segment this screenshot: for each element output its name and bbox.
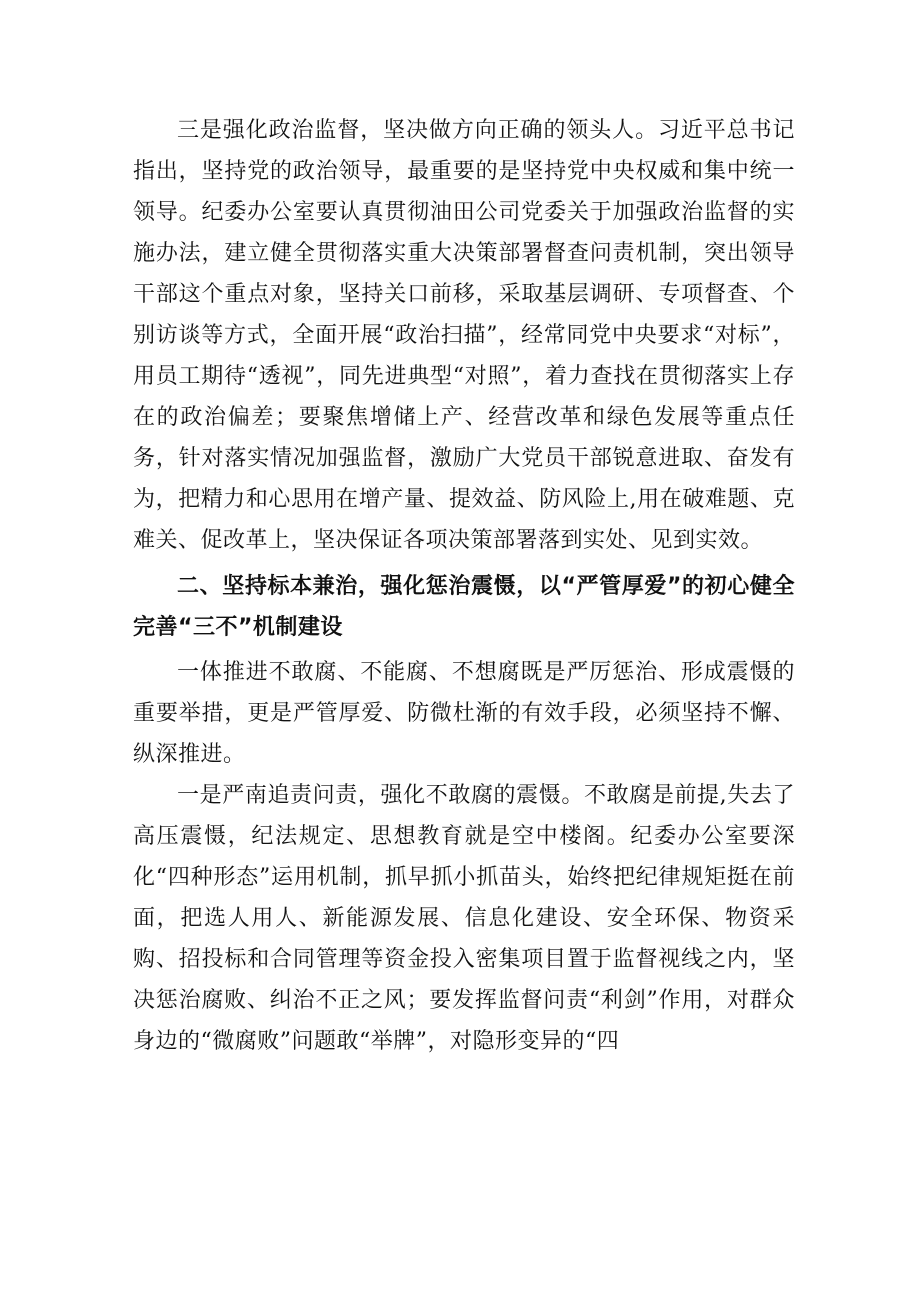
document-page (133, 110, 795, 1062)
paragraph-intro: 一体推进不敢腐、不能腐、不想腐既是严厉惩治、形成震慑的重要举措，更是严管厚爱、防微杜渐的有效手段，必须坚持不懈、纵深推进。 (133, 660, 795, 767)
section-heading-two: 二、坚持标本兼治，强化惩治震慑，以“严管厚爱”的初心健全完善“三不”机制建设 (133, 574, 795, 640)
paragraph-accountability: 一是严南追责问责，强化不敢腐的震慑。不敢腐是前提,失去了高压震慑，纪法规定、思想教育就是空中楼阁。纪委办公室要深化“四种形态”运用机制，抓早抓小抓苗头，始终把纪律规矩挺在前面，把选人用人、新能源发展、信息化建设、安全环保、物资采购、招投标和合同管理等资金投入密集项目置于监督视线之内，坚决惩治腐败、纠治不正之风；要发挥监督问责“利剑”作用，对群众身边的“微腐败”问题敢“举牌”，对隐形变异的“四 (133, 783, 795, 1054)
paragraph-political-supervision: 三是强化政治监督，坚决做方向正确的领头人。习近平总书记指出，坚持党的政治领导，最重要的是坚持党中央权威和集中统一领导。纪委办公室要认真贯彻油田公司党委关于加强政治监督的实施办法，建立健全贯彻落实重大决策部署督查问责机制，突出领导干部这个重点对象，坚持关口前移，采取基层调研、专项督查、个别访谈等方式，全面开展“政治扫描”，经常同党中央要求“对标”，用员工期待“透视”，同先进典型“对照”，着力查找在贯彻落实上存在的政治偏差；要聚焦增储上产、经营改革和绿色发展等重点任务，针对落实情况加强监督，激励广大党员干部锐意进取、奋发有为，把精力和心思用在增产量、提效益、防风险上,用在破难题、克难关、促改革上，坚决保证各项决策部署落到实处、见到实效。 (133, 118, 795, 553)
